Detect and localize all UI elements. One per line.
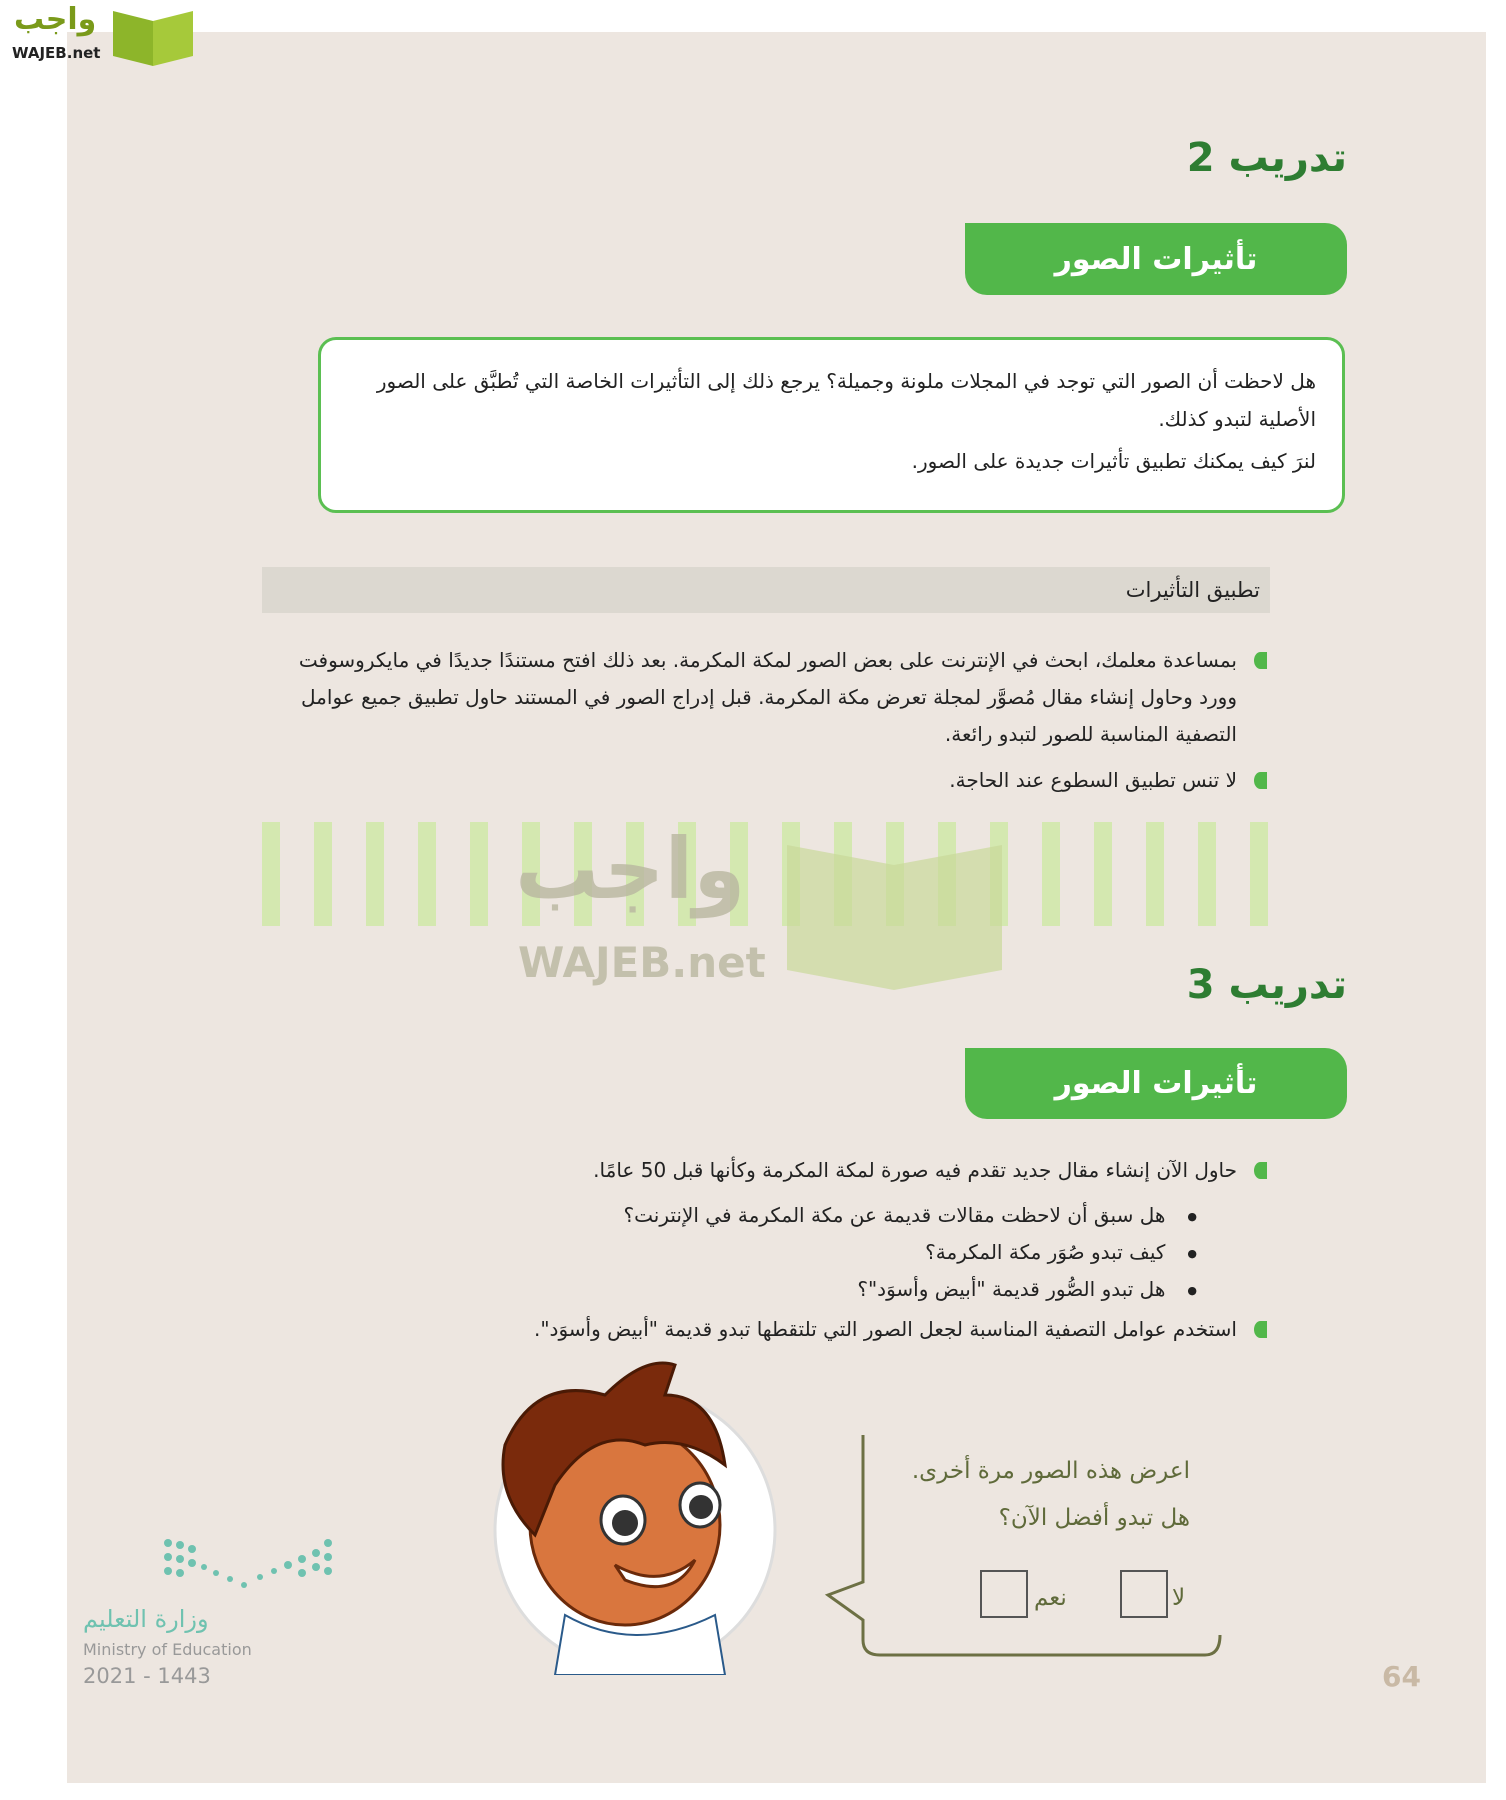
section-header: تطبيق التأثيرات <box>262 567 1270 613</box>
list-item <box>262 642 1237 753</box>
book-icon <box>108 6 198 68</box>
list-item <box>262 1152 1237 1189</box>
logo-arabic: واجب <box>14 2 97 37</box>
list-item <box>262 762 1237 799</box>
bullet-icon <box>1254 652 1267 669</box>
sub-item: ● هل تبدو الصُّور قديمة "أبيض وأسوَد"؟ <box>262 1277 1197 1301</box>
bubble-text <box>860 1448 1190 1542</box>
exercise-3-tab: تأثيرات الصور <box>965 1048 1347 1119</box>
year: 2021 - 1443 <box>83 1664 211 1688</box>
ministry-logo-icon <box>160 1535 335 1595</box>
bullet-text: بمساعدة معلمك، ابحث في الإنترنت على بعض الصور لمكة المكرمة. بعد ذلك افتح مستندًا جديدًا في مايكروسوفت وورد وحاول إنشاء مقال مُصوَّر لمجلة تعرض مكة المكرمة. قبل إدراج الصور في المستند حاول تطبيق جميع عوامل التصفية المناسبة للصور لتبدو رائعة. <box>298 648 1237 746</box>
exercise-2-title: تدريب 2 <box>1186 135 1347 181</box>
exercise-3-title: تدريب 3 <box>1186 962 1347 1008</box>
watermark-arabic: واجب <box>515 820 746 918</box>
yes-checkbox[interactable] <box>980 1570 1028 1618</box>
bullet-text: حاول الآن إنشاء مقال جديد تقدم فيه صورة لمكة المكرمة وكأنها قبل 50 عامًا. <box>593 1158 1237 1182</box>
bullet-icon <box>1254 1321 1267 1338</box>
sub-item: ● هل سبق أن لاحظت مقالات قديمة عن مكة المكرمة في الإنترنت؟ <box>262 1203 1197 1227</box>
no-checkbox[interactable] <box>1120 1570 1168 1618</box>
bullet-icon <box>1254 772 1267 789</box>
intro-text: لنرَ كيف يمكنك تطبيق تأثيرات جديدة على الصور. <box>911 449 1316 473</box>
watermark-latin: WAJEB.net <box>518 938 766 987</box>
ministry-name-en: Ministry of Education <box>83 1640 252 1659</box>
intro-box <box>318 337 1345 513</box>
intro-text: هل لاحظت أن الصور التي توجد في المجلات ملونة وجميلة؟ يرجع ذلك إلى التأثيرات الخاصة التي تُطبَّق على الصور الأصلية لتبدو كذلك. <box>376 369 1316 431</box>
bullet-icon <box>1254 1162 1267 1179</box>
watermark-book-icon <box>782 830 1007 995</box>
bubble-line: هل تبدو أفضل الآن؟ <box>998 1505 1190 1531</box>
bubble-line: اعرض هذه الصور مرة أخرى. <box>911 1458 1190 1484</box>
bullet-text: استخدم عوامل التصفية المناسبة لجعل الصور التي تلتقطها تبدو قديمة "أبيض وأسوَد". <box>533 1317 1237 1341</box>
list-item <box>262 1311 1237 1348</box>
no-label: لا <box>1172 1585 1186 1611</box>
page-number: 64 <box>1382 1660 1421 1693</box>
bullet-text: لا تنس تطبيق السطوع عند الحاجة. <box>949 768 1237 792</box>
logo-latin: WAJEB.net <box>12 44 101 62</box>
ministry-name-ar: وزارة التعليم <box>83 1605 209 1633</box>
exercise-2-tab: تأثيرات الصور <box>965 223 1347 295</box>
wajeb-logo <box>8 2 193 68</box>
yes-label: نعم <box>1034 1585 1067 1611</box>
boy-illustration <box>475 1355 795 1675</box>
sub-item: ● كيف تبدو صُوَر مكة المكرمة؟ <box>262 1240 1197 1264</box>
